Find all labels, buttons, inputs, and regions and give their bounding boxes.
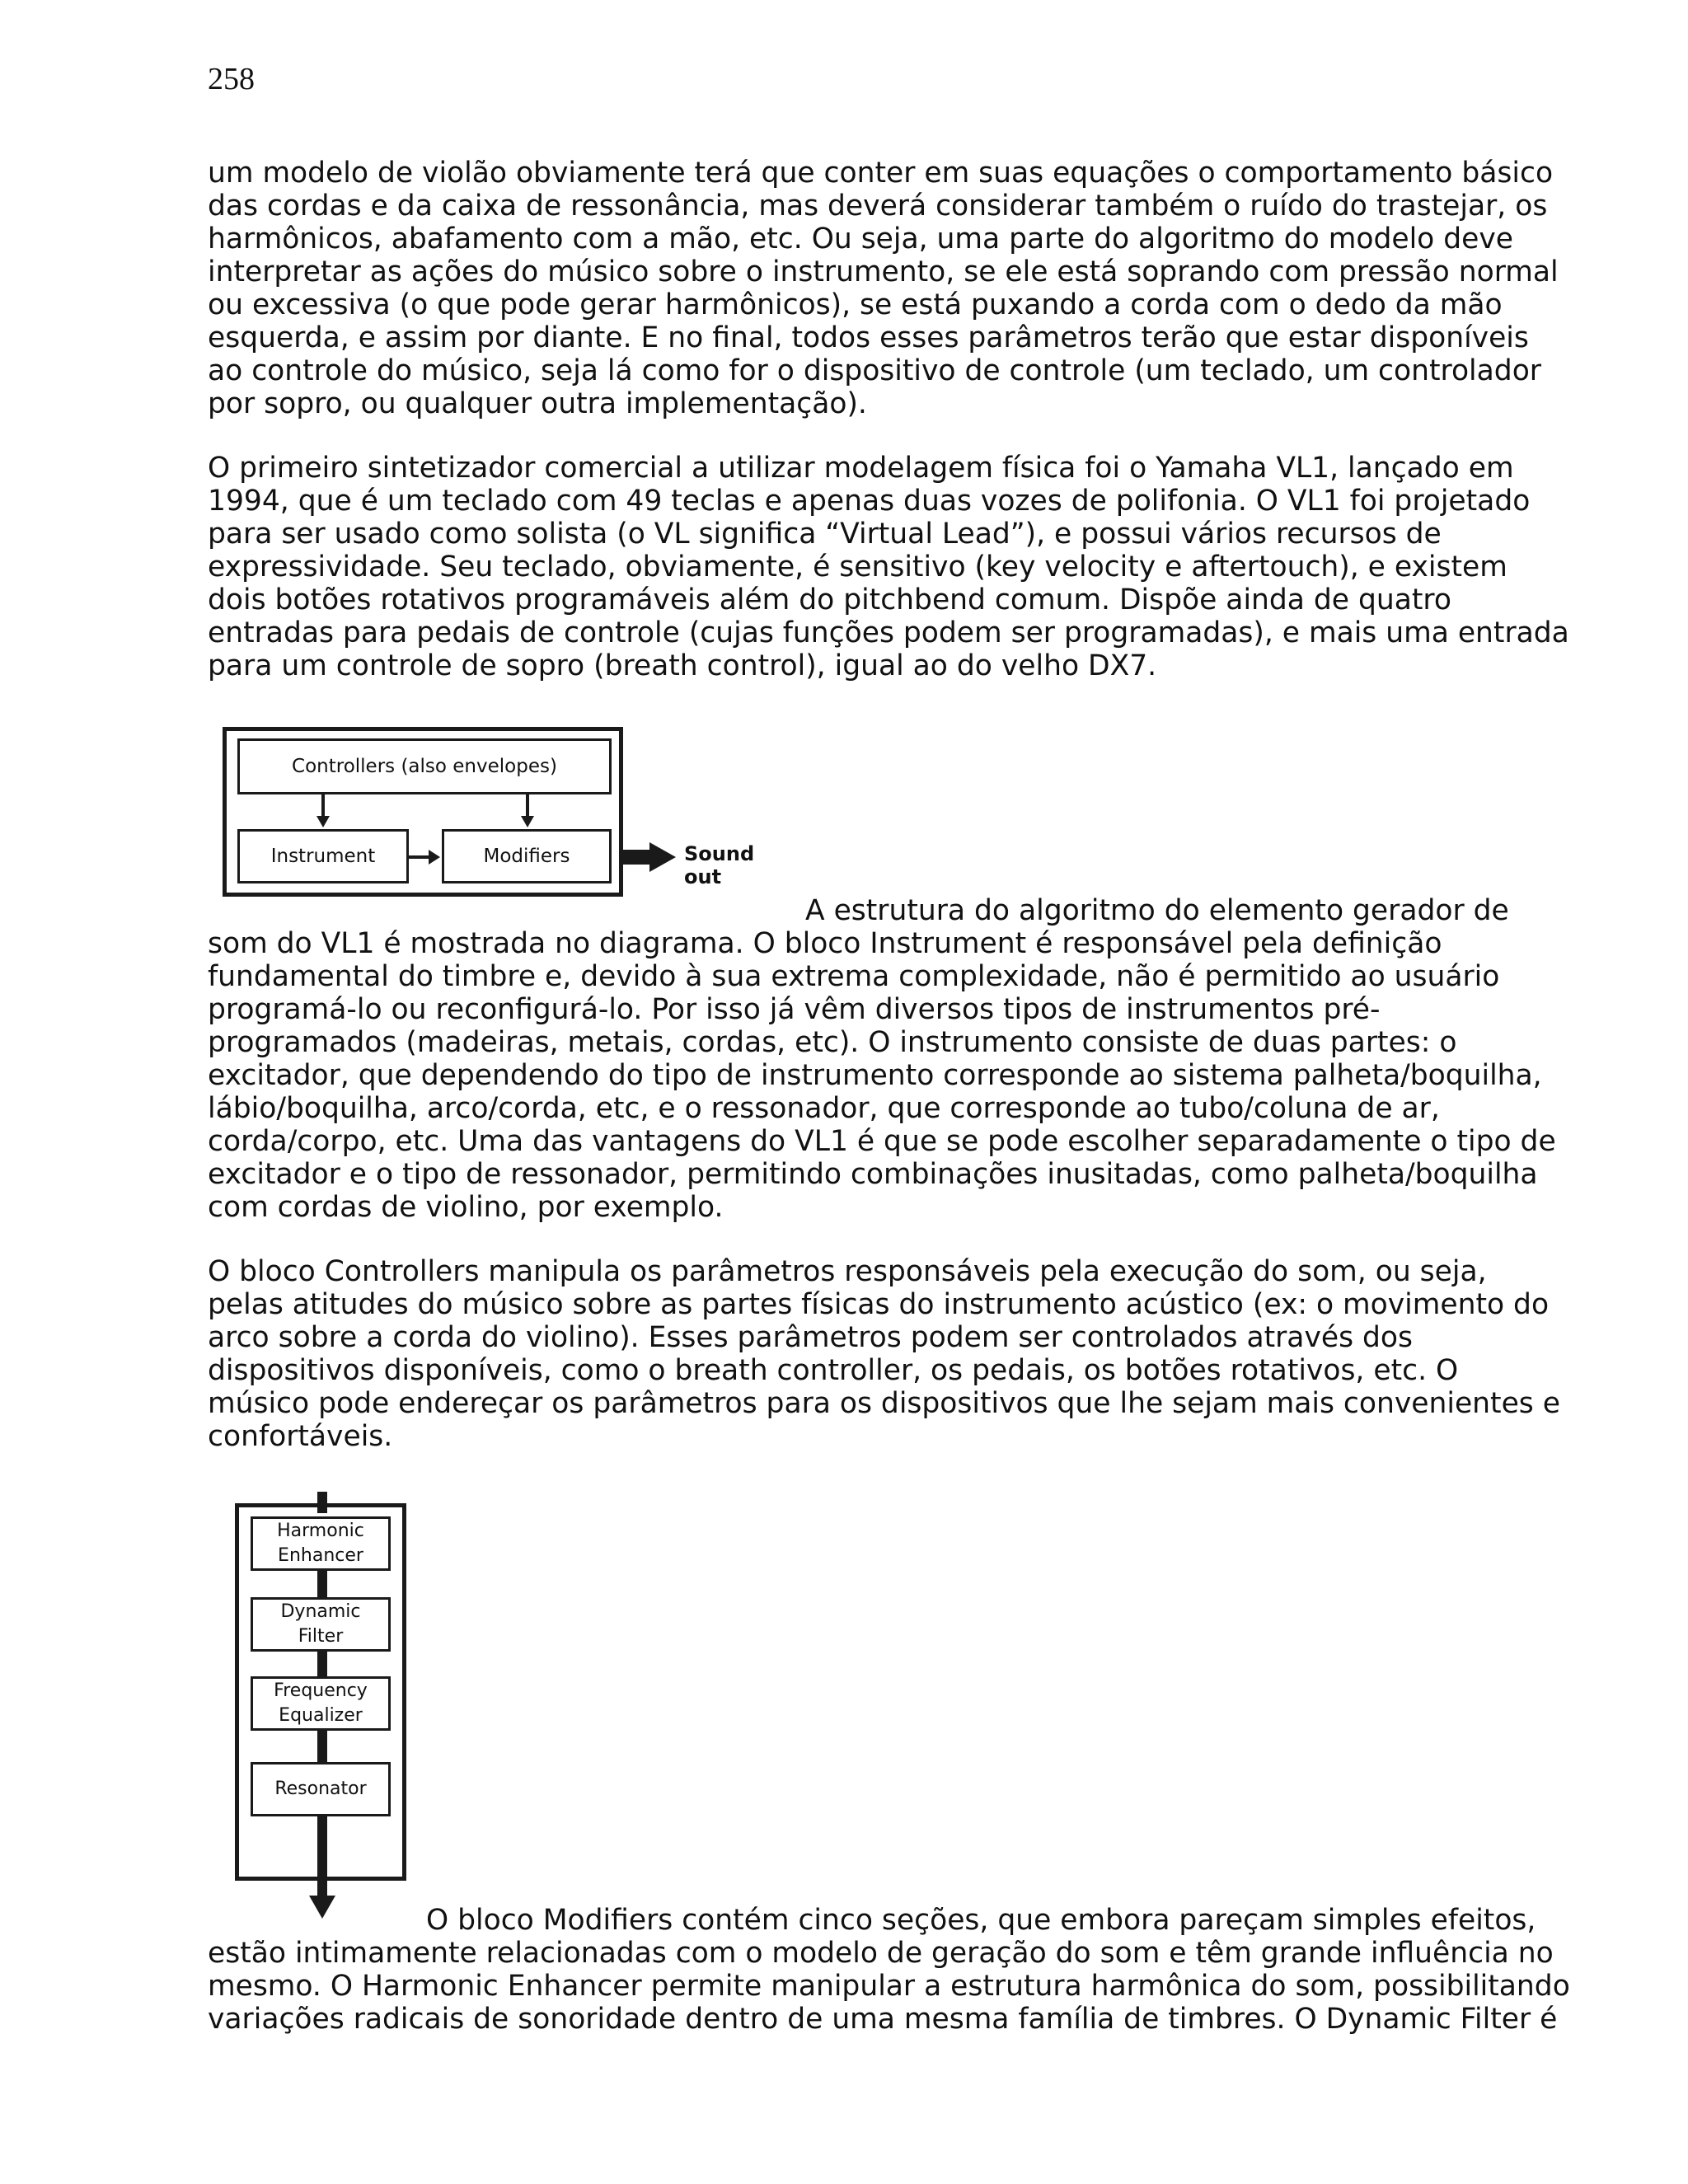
text-line: harmônicos, abafamento com a mão, etc. Ou seja, uma parte do algoritmo do modelo deve [208, 223, 1514, 255]
paragraph-algorithm-structure [208, 894, 1556, 1224]
text-line: com cordas de violino, por exemplo. [208, 1191, 724, 1224]
text-line: esquerda, e assim por diante. E no final, todos esses parâmetros terão que estar disponíveis [208, 321, 1529, 354]
text-line: variações radicais de sonoridade dentro de uma mesma família de timbres. O Dynamic Filter é [208, 2003, 1558, 2036]
text-line: fundamental do timbre e, devido à sua extrema complexidade, não é permitido ao usuário [208, 960, 1500, 993]
modifiers-chain-diagram [232, 1492, 422, 1929]
text-line: por sopro, ou qualquer outra implementação). [208, 387, 867, 420]
text-line: mesmo. O Harmonic Enhancer permite manipular a estrutura harmônica do som, possibilitando [208, 1970, 1570, 2003]
text-line: para ser usado como solista (o VL significa “Virtual Lead”), e possui vários recursos de [208, 518, 1442, 551]
text-line: corda/corpo, etc. Uma das vantagens do VL1 é que se pode escolher separadamente o tipo de [208, 1125, 1556, 1158]
text-line: ou excessiva (o que pode gerar harmônicos), se está puxando a corda com o dedo da mão [208, 288, 1503, 321]
harmonic-enhancer-block: Harmonic Enhancer [251, 1516, 391, 1571]
arrow-controllers-to-modifiers [521, 794, 534, 827]
text-line: ao controle do músico, seja lá como for o dispositivo de controle (um teclado, um controlador [208, 354, 1541, 387]
text-line: O primeiro sintetizador comercial a utilizar modelagem física foi o Yamaha VL1, lançado em [208, 452, 1514, 485]
text-line: O bloco Modifiers contém cinco seções, que embora pareçam simples efeitos, [426, 1904, 1536, 1937]
text-line: para um controle de sopro (breath control), igual ao do velho DX7. [208, 649, 1157, 682]
text-line: excitador, que dependendo do tipo de instrumento corresponde ao sistema palheta/boquilha, [208, 1059, 1542, 1092]
vl1-structure-diagram [221, 725, 798, 907]
text-line: das cordas e da caixa de ressonância, mas deverá considerar também o ruído do trastejar, os [208, 190, 1548, 223]
text-line: estão intimamente relacionadas com o modelo de geração do som e têm grande influência no [208, 1937, 1554, 1970]
text-line: confortáveis. [208, 1420, 393, 1453]
page-number: 258 [208, 62, 255, 96]
modifiers-block: Modifiers [442, 829, 612, 883]
text-line: dois botões rotativos programáveis além do pitchbend comum. Dispõe ainda de quatro [208, 583, 1451, 616]
text-line: excitador e o tipo de ressonador, permitindo combinações inusitadas, como palheta/boquilha [208, 1158, 1538, 1191]
arrow-instrument-to-modifiers [409, 850, 440, 865]
text-line: 1994, que é um teclado com 49 teclas e apenas duas vozes de polifonia. O VL1 foi projetado [208, 485, 1531, 518]
paragraph-controllers-block [208, 1255, 1560, 1453]
text-line: som do VL1 é mostrada no diagrama. O bloco Instrument é responsável pela definição [208, 927, 1442, 960]
arrow-sound-out [623, 842, 676, 872]
text-line: interpretar as ações do músico sobre o instrumento, se ele está soprando com pressão normal [208, 255, 1559, 288]
text-line: programá-lo ou reconfigurá-lo. Por isso já vêm diversos tipos de instrumentos pré- [208, 993, 1381, 1026]
text-line: arco sobre a corda do violino). Esses parâmetros podem ser controlados através dos [208, 1321, 1414, 1354]
text-line: A estrutura do algoritmo do elemento gerador de [805, 894, 1509, 927]
text-line: O bloco Controllers manipula os parâmetros responsáveis pela execução do som, ou seja, [208, 1255, 1487, 1288]
resonator-block: Resonator [251, 1762, 391, 1816]
text-line: músico pode endereçar os parâmetros para os dispositivos que lhe sejam mais convenientes e [208, 1387, 1560, 1420]
text-line: dispositivos disponíveis, como o breath controller, os pedais, os botões rotativos, etc. O [208, 1354, 1459, 1387]
instrument-block: Instrument [237, 829, 409, 883]
paragraph-yamaha-vl1 [208, 452, 1569, 682]
frequency-equalizer-block: Frequency Equalizer [251, 1676, 391, 1731]
text-line: um modelo de violão obviamente terá que conter em suas equações o comportamento básico [208, 157, 1554, 190]
paragraph-modifiers-block [208, 1904, 1570, 2036]
text-line: lábio/boquilha, arco/corda, etc, e o ressonador, que corresponde ao tubo/coluna de ar, [208, 1092, 1440, 1125]
paragraph-guitar-model [208, 157, 1559, 420]
text-line: entradas para pedais de controle (cujas funções podem ser programadas), e mais uma entrada [208, 616, 1569, 649]
text-line: pelas atitudes do músico sobre as partes físicas do instrumento acústico (ex: o movimento do [208, 1288, 1550, 1321]
text-line: expressividade. Seu teclado, obviamente, é sensitivo (key velocity e aftertouch), e existem [208, 551, 1507, 583]
dynamic-filter-block: Dynamic Filter [251, 1597, 391, 1652]
controllers-block: Controllers (also envelopes) [237, 738, 612, 794]
arrow-controllers-to-instrument [316, 794, 330, 827]
text-line: programados (madeiras, metais, cordas, etc). O instrumento consiste de duas partes: o [208, 1026, 1457, 1059]
sound-out-label: Sound out [684, 842, 755, 888]
